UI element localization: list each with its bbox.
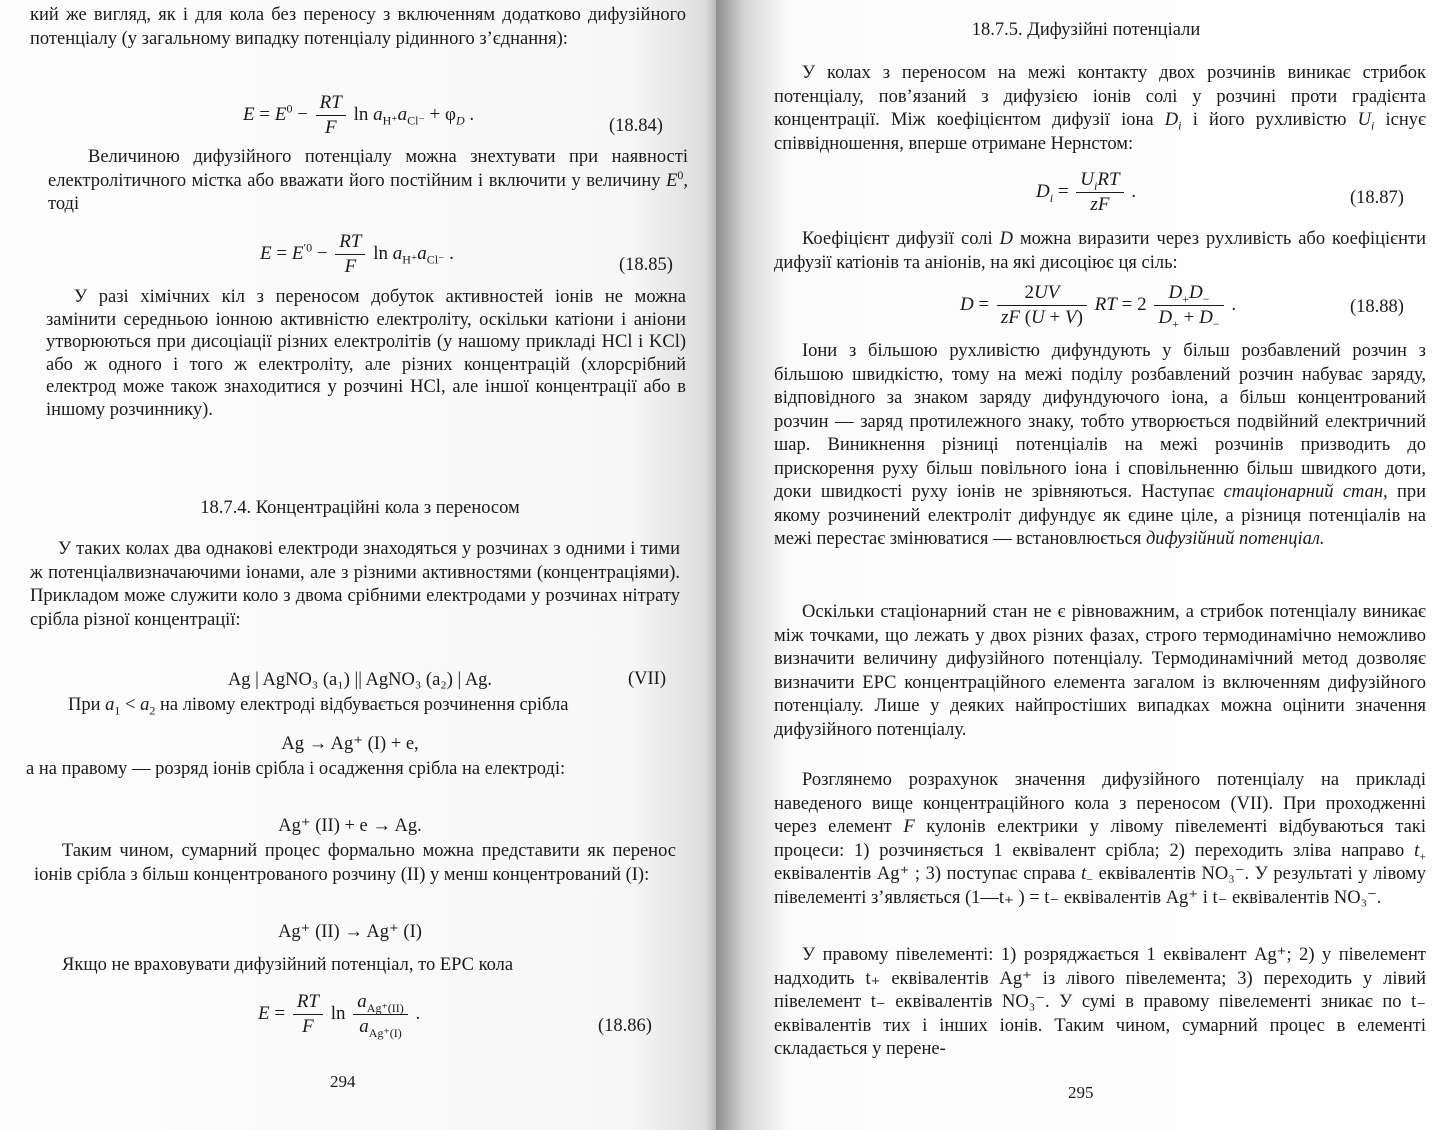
equation-number: (18.85): [619, 255, 673, 275]
paragraph: Розглянемо розрахунок значення дифузійного потенціалу на прикладі наведеного вище концентраційного кола з переносом (VII). При проходженні через елемент F кулонів електрики у лівому півелементі відбуваються такі процеси: 1) розчиняється 1 еквівалент срібла; 2) переходить зліва направо $t_+$ еквівалентів Ag⁺ ; 3) поступає справа $t_-$ еквівалентів NO₃⁻. У результаті у лівому півелементі з’являється (1—t₊ ) = t₋ еквівалентів Ag⁺ і t₋ еквівалентів NO₃⁻.: [774, 770, 1427, 908]
equation-number: (18.86): [598, 1016, 652, 1036]
emphasis-text: дифузійний потенціал.: [1145, 529, 1325, 549]
paragraph: Таким чином, сумарний процес формально можна представити як перенос іонів срібла з більш концентрованого розчину (II) у менш концентрований (I):: [34, 841, 676, 885]
paragraph: Коефіцієнт дифузії солі D можна виразити через рухливість або коефіцієнти дифузії катіонів та аніонів, на які дисоціює ця сіль:: [774, 229, 1427, 273]
reaction: Ag⁺ (II) + e → Ag.: [278, 816, 422, 836]
equation-18-87: $D_i$ = $\frac{U_iRT}{zF}$ .: [1036, 169, 1137, 215]
paragraph: У разі хімічних кіл з переносом добуток активностей іонів не можна замінити середньою іонною активністю електроліту, оскільки катіони і аніони утворюються при дисоціації різних електролітів (у нашому прикладі HCl і KCl) або ж одного і того ж електроліту, але різних концентрацій (хлорсрібний електрод може також знаходитися у розчині HCl, але іншої концентрації або в іншому розчиннику).: [46, 287, 686, 420]
cell-scheme: Ag | AgNO₃ (a₁) || AgNO₃ (a₂) | Ag.: [227, 670, 493, 690]
paragraph-text: У колах з переносом на межі контакту двох розчинів виникає стрибок потенціалу, пов’язаний з дифузією іонів солі у розчині проти градієнта концентрації. Між коефіцієнтом дифузії іона: [774, 63, 1426, 130]
paragraph: У таких колах два однакові електроди знаходяться у розчинах з одними і тими ж потенціалвизначаючими іонами, але з різними активностями (концентраціями). Прикладом може служити коло з двома срібними електродами у розчинах нітрату срібла різної концентрації:: [30, 539, 680, 630]
paragraph-text: кулонів електрики у лівому півелементі відбуваються такі процеси: 1) розчиняється 1 еквівалент срібла; 2) переходить зліва направо: [774, 817, 1426, 861]
section-heading: 18.7.5. Дифузійні потенціали: [971, 20, 1201, 40]
right-page: [716, 0, 1446, 1130]
paragraph: Величиною дифузійного потенціалу можна знехтувати при наявності електролітичного містка або вважати його постійним і включити у величину $E^0$, тоді: [48, 147, 688, 214]
paragraph-text: Розглянемо розрахунок значення дифузійного потенціалу на прикладі наведеного вище концентраційного кола з переносом (VII). При проходженні через елемент: [774, 770, 1426, 837]
paragraph-text: можна виразити через рухливість або коефіцієнти дифузії катіонів та аніонів, на які дисоціює ця сіль:: [774, 229, 1427, 273]
paragraph: При $a_1 < a_2$ на лівому електроді відбувається розчинення срібла: [68, 695, 569, 718]
paragraph-text: , тоді: [48, 170, 688, 214]
reaction: Ag → Ag⁺ (I) + e,: [281, 734, 419, 754]
paragraph-text: на лівому електроді відбувається розчинення срібла: [159, 695, 569, 715]
paragraph-text: при якому розчинений електроліт дифундує як єдине ціле, а різниця потенціалів на межі перестає змінюватися — встановлюється: [774, 482, 1427, 549]
paragraph: Якщо не враховувати дифузійний потенціал, то ЕРС кола: [62, 955, 514, 975]
left-page: [0, 0, 716, 1130]
paragraph-text: існує співвідношення, вперше отримане Нернстом:: [774, 110, 1426, 154]
paragraph: У колах з переносом на межі контакту двох розчинів виникає стрибок потенціалу, пов’язаний з дифузією іонів солі у розчині проти градієнта концентрації. Між коефіцієнтом дифузії іона $D_i$ і його рухливістю $U_i$ існує співвідношення, вперше отримане Нернстом:: [774, 63, 1426, 154]
paragraph: кий же вигляд, як і для кола без переносу з включенням додатково дифузійного потенціалу (у загальному випадку потенціалу рідинного з’єднання):: [30, 5, 686, 49]
paragraph: а на правому — розряд іонів срібла і осадження срібла на електроді:: [26, 759, 566, 779]
paragraph-text: Коефіцієнт дифузії солі: [802, 229, 993, 249]
paragraph-text: Іони з більшою рухливістю дифундують у більш розбавлений розчин з більшою швидкістю, тому на межі поділу розбавлений розчин набуває заряду, відповідного за знаком заряду дифундуючого іона, а більш концентрований розчин — заряд протилежного знаку, тобто утворюється подвійний електричний шар. Виникнення різниці потенціалів на межі розчинів призводить до прискорення руху більш повільного іона і сповільненню більш швидкого доти, доки швидкості руху іонів не зрівняються. Наступає: [774, 341, 1426, 502]
paragraph-text: Величиною дифузійного потенціалу можна знехтувати при наявності електролітичного містка або вважати його постійним і включити у величину: [48, 147, 688, 191]
paragraph-text: еквівалентів Ag⁺ ; 3) поступає справа: [774, 864, 1076, 884]
equation-18-88: D = $\frac{2UV}{zF (U + V)}$ RT = 2 $\frac{D_+D_-}{D_+ + D_-}$ .: [960, 282, 1237, 331]
page-number: 295: [1068, 1083, 1094, 1102]
reaction: Ag⁺ (II) → Ag⁺ (I): [278, 922, 422, 942]
paragraph: [774, 340, 1426, 552]
paragraph-text: і його рухливістю: [1192, 110, 1347, 130]
equation-number: (18.87): [1350, 188, 1404, 208]
equation-18-85: $E = E^{'0}$ − $\frac{RT}{F}$ $\ln a_{H^+}a_{Cl^-}$ .: [260, 231, 454, 277]
emphasis-text: стаціонарний стан,: [1223, 482, 1388, 502]
equation-18-84: $E = E^0$ − $\frac{RT}{F}$ $\ln a_{H^+}a_{Cl^-} + \varphi_D$ .: [243, 92, 475, 138]
page-number: 294: [330, 1072, 356, 1091]
equation-18-86: E = $\frac{RT}{F}$ ln $\frac{a_{Ag^+(II)}}{a_{Ag^+(I)}}$ .: [258, 991, 421, 1040]
paragraph-text: При: [68, 695, 101, 715]
paragraph: Оскільки стаціонарний стан не є рівноважним, а стрибок потенціалу виникає між точками, що лежать у двох різних фазах, строго термодинамічно неможливо визначити величину дифузійного потенціалу. Термодинамічний метод дозволяє визначити ЕРС концентраційного елемента загалом із включенням дифузійного потенціалу. Лише у деяких найпростіших випадках можна оцінити значення дифузійного потенціалу.: [774, 602, 1426, 740]
section-heading: 18.7.4. Концентраційні кола з переносом: [200, 498, 520, 518]
equation-number: (18.84): [609, 116, 663, 136]
paragraph: У правому півелементі: 1) розряджається 1 еквівалент Ag⁺; 2) у півелемент надходить t₊ еквівалентів Ag⁺ із лівого півелемента; 3) переходить у лівий півелемент t₋ еквівалентів NO₃⁻. У сумі в правому півелементі зникає по t₋ еквівалентів тих і інших іонів. Таким чином, сумарний процес в елементі складається у перене-: [774, 945, 1426, 1059]
equation-number: (18.88): [1350, 297, 1404, 317]
equation-number: (VII): [628, 669, 667, 689]
paragraph-text: еквівалентів NO₃⁻. У результаті у лівому півелементі з’являється (1—t₊ ) = t₋ еквівалентів Ag⁺ і t₋ еквівалентів NO₃⁻.: [774, 864, 1427, 908]
